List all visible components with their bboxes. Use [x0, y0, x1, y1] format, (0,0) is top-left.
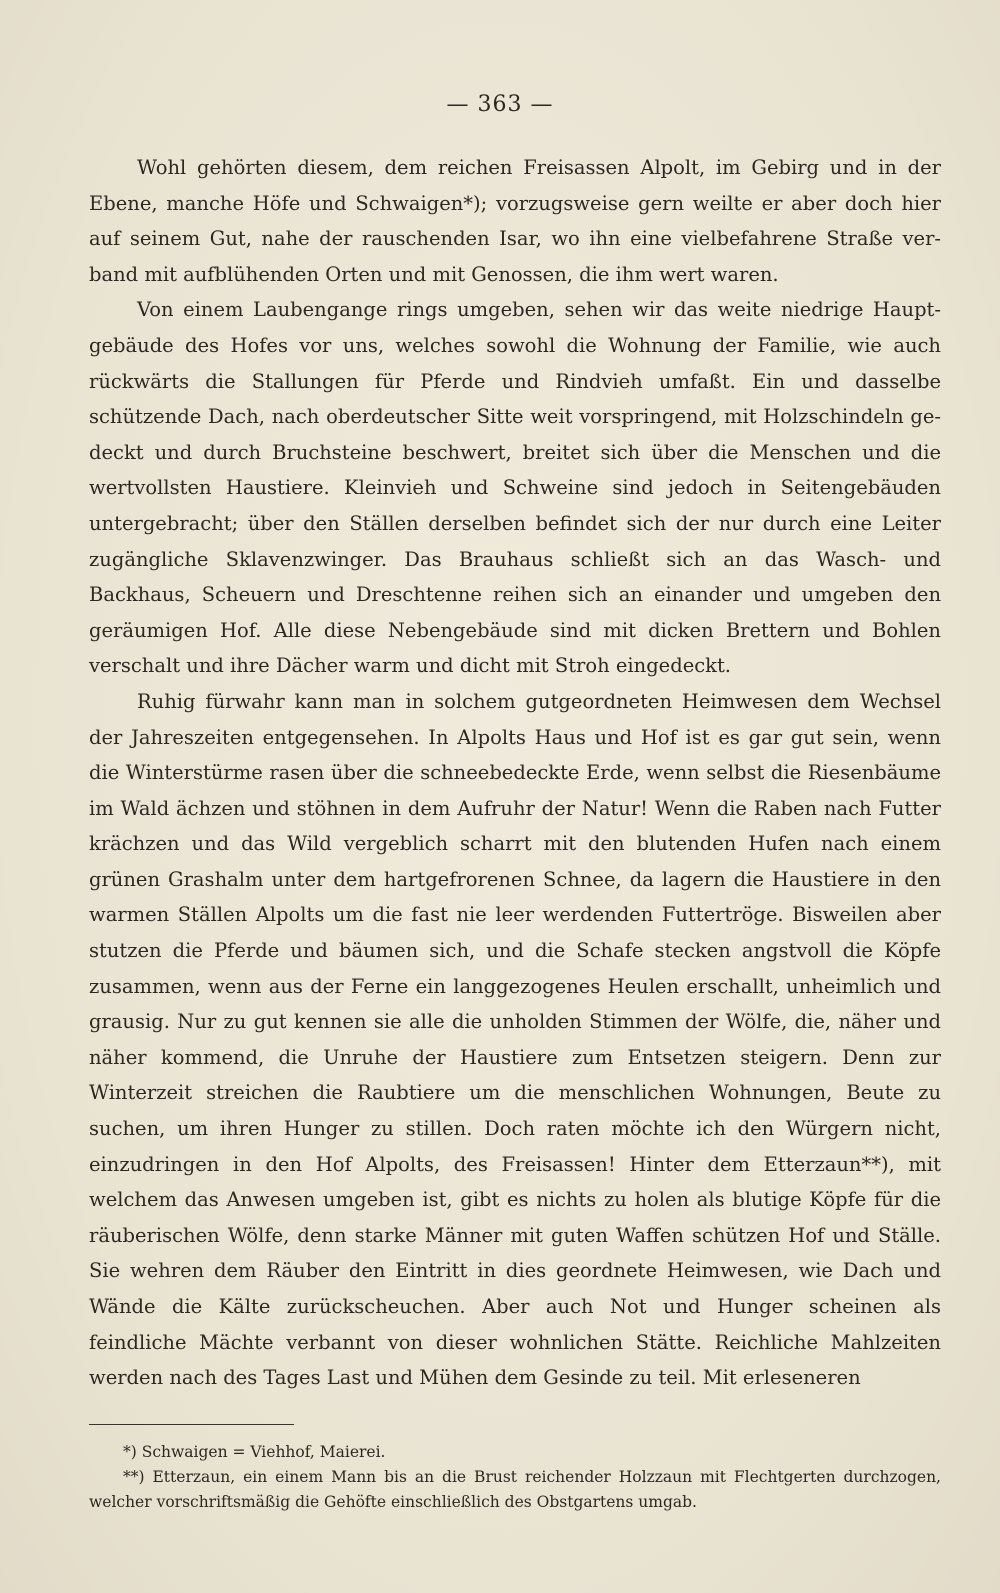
page-number: — 363 —: [446, 92, 554, 117]
footnotes: [89, 1440, 941, 1515]
footnote: **) Etterzaun, ein einem Mann bis an die Brust reichender Holzzaun mit Flechtgerten durchzogen, welcher vorschriftsmäßig die Gehöfte einschließlich des Obstgartens umgab.: [89, 1468, 941, 1511]
footnote: *) Schwaigen = Viehhof, Maierei.: [123, 1443, 386, 1461]
paragraph: Ruhig fürwahr kann man in solchem gutgeordneten Heimwesen dem Wechsel der Jahreszeiten entgegensehen. In Alpolts Haus und Hof ist es gar gut sein, wenn die Winterstürme rasen über die schneebedeckte Erde, wenn selbst die Riesenbäume im Wald ächzen und stöhnen in dem Aufruhr der Natur! Wenn die Raben nach Futter krächzen und das Wild vergeblich scharrt mit den blutenden Hufen nach einem grünen Grashalm unter dem hartgefrorenen Schnee, da lagern die Haustiere in den warmen Ställen Alpolts um die fast nie leer werdenden Futtertröge. Bisweilen aber stutzen die Pferde und bäumen sich, und die Schafe stecken angstvoll die Köpfe zusammen, wenn aus der Ferne ein langgezogenes Heulen erschallt, unheimlich und grausig. Nur zu gut kennen sie alle die unholden Stimmen der Wölfe, die, näher und näher kommend, die Unruhe der Haustiere zum Entsetzen steigern. Denn zur Winterzeit streichen die Raubtiere um die menschlichen Wohnungen, Beute zu suchen, um ihren Hunger zu stillen. Doch raten möchte ich den Würgern nicht, einzudringen in den Hof Alpolts, des Freisassen! Hinter dem Etterzaun**), mit welchem das Anwesen umgeben ist, gibt es nichts zu holen als blutige Köpfe für die räuberischen Wölfe, denn starke Männer mit guten Waffen schützen Hof und Ställe. Sie wehren dem Räuber den Eintritt in dies geordnete Heimwesen, wie Dach und Wände die Kälte zurückscheuchen. Aber auch Not und Hunger scheinen als feindliche Mächte verbannt von dieser wohnlichen Stätte. Reichliche Mahlzeiten werden nach des Tages Last und Mühen dem Gesinde zu teil. Mit erleseneren: [89, 689, 941, 1390]
footnote-divider: [89, 1424, 294, 1425]
main-text: [89, 150, 941, 1396]
paragraph: Von einem Laubengange rings umgeben, sehen wir das weite niedrige Hauptgebäude des Hofes vor uns, welches sowohl die Wohnung der Familie, wie auch rückwärts die Stallungen für Pferde und Rindvieh umfaßt. Ein und dasselbe schützende Dach, nach oberdeutscher Sitte weit vorspringend, mit Holzschindeln gedeckt und durch Bruchsteine beschwert, breitet sich über die Menschen und die wertvollsten Haustiere. Kleinvieh und Schweine sind jedoch in Seitengebäuden untergebracht; über den Ställen derselben befindet sich der nur durch eine Leiter zugängliche Sklavenzwinger. Das Brauhaus schließt sich an das Wasch- und Backhaus, Scheuern und Dreschtenne reihen sich an einander und umgeben den geräumigen Hof. Alle diese Nebengebäude sind mit dicken Brettern und Bohlen verschalt und ihre Dächer warm und dicht mit Stroh eingedeckt.: [89, 298, 941, 678]
paragraph: Wohl gehörten diesem, dem reichen Freisassen Alpolt, im Gebirg und in der Ebene, manche Höfe und Schwaigen*); vorzugsweise gern weilte er aber doch hier auf seinem Gut, nahe der rauschenden Isar, wo ihn eine vielbefahrene Straße verband mit aufblühenden Orten und mit Genossen, die ihm wert waren.: [89, 156, 941, 286]
